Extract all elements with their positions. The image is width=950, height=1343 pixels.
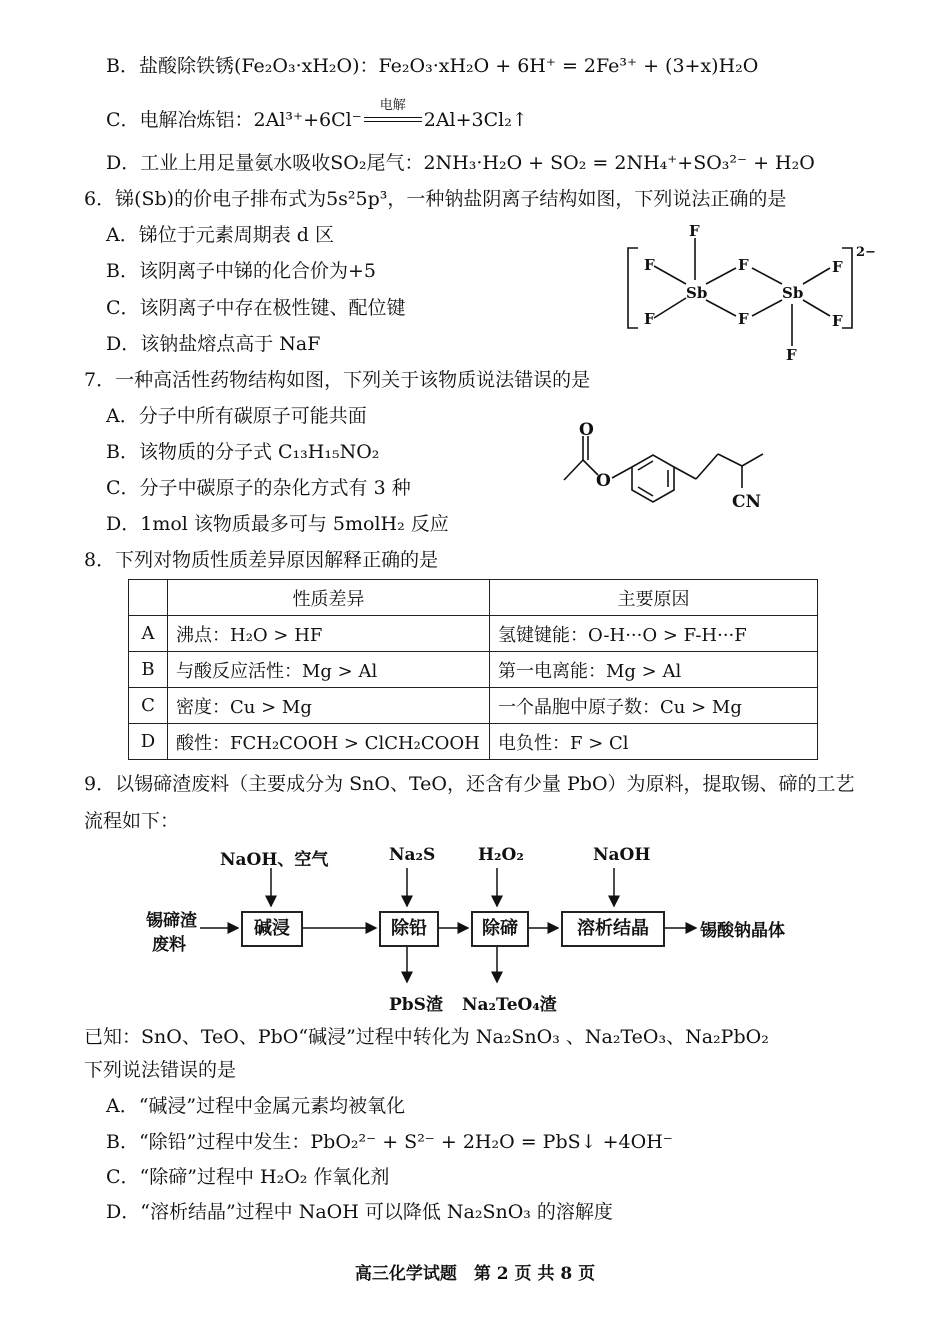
q5-option-d: D．工业上用足量氨水吸收SO₂尾气：2NH₃·H₂O + SO₂ = 2NH₄⁺+SO₃²⁻ + H₂O (106, 152, 815, 174)
q9-option-a: A．“碱浸”过程中金属元素均被氧化 (106, 1095, 406, 1117)
table-cell: 与酸反应活性：Mg > Al (168, 652, 490, 688)
q9-option-b: B．“除铅”过程中发生：PbO₂²⁻ + S²⁻ + 2H₂O = PbS↓ +4OH⁻ (106, 1131, 673, 1153)
table-cell: B (129, 652, 168, 688)
q6-option-b: B．该阴离子中锑的化合价为+5 (106, 260, 376, 282)
flow-step-remove-tellurium: 除碲 (471, 911, 529, 947)
flow-step-remove-lead: 除铅 (379, 911, 439, 947)
flow-product: 锡酸钠晶体 (700, 921, 785, 941)
f-label: F (644, 310, 655, 328)
flow-reagent-4: NaOH (593, 845, 651, 865)
q9-option-d: D．“溶析结晶”过程中 NaOH 可以降低 Na₂SnO₃ 的溶解度 (106, 1201, 613, 1223)
flow-residue-1: PbS渣 (389, 995, 443, 1015)
table-cell: 第一电离能：Mg > Al (490, 652, 818, 688)
q5-option-c-right: 2Al+3Cl₂↑ (423, 109, 528, 131)
q9-option-c: C．“除碲”过程中 H₂O₂ 作氧化剂 (106, 1166, 390, 1188)
flow-input-line1: 锡碲渣 (146, 911, 197, 931)
q6-stem: 6．锑(Sb)的价电子排布式为5s²5p³，一种钠盐阴离子结构如图，下列说法正确的是 (84, 188, 787, 210)
q6-option-d: D．该钠盐熔点高于 NaF (106, 333, 321, 355)
q7-option-c: C．分子中碳原子的杂化方式有 3 种 (106, 477, 411, 499)
table-cell: 密度：Cu > Mg (168, 688, 490, 724)
o-label: O (596, 471, 611, 491)
q5-option-c-left: C．电解冶炼铝：2Al³⁺+6Cl⁻ (106, 109, 362, 131)
table-cell: A (129, 616, 168, 652)
q6-option-c: C．该阴离子中存在极性键、配位键 (106, 297, 406, 319)
q7-option-a: A．分子中所有碳原子可能共面 (106, 405, 367, 427)
f-label: F (832, 258, 843, 276)
table-header-cell: 性质差异 (168, 580, 490, 616)
table-cell: D (129, 724, 168, 760)
sb-label: Sb (686, 284, 708, 302)
f-label: F (644, 256, 655, 274)
page-footer: 高三化学试题 第 2 页 共 8 页 (354, 1264, 596, 1284)
q5-option-b: B．盐酸除铁锈(Fe₂O₃·xH₂O)：Fe₂O₃·xH₂O + 6H⁺ = 2Fe³⁺ + (3+x)H₂O (106, 55, 759, 77)
flow-step-alkali-leach: 碱浸 (241, 911, 303, 947)
q8-stem: 8．下列对物质性质差异原因解释正确的是 (84, 549, 439, 571)
q9-known: 已知：SnO、TeO、PbO“碱浸”过程中转化为 Na₂SnO₃ 、Na₂TeO₃、Na₂PbO₂ (84, 1026, 769, 1048)
q7-stem: 7．一种高活性药物结构如图，下列关于该物质说法错误的是 (84, 369, 591, 391)
f-label: F (738, 256, 749, 274)
flow-reagent-3: H₂O₂ (478, 845, 524, 865)
table-header-cell: 主要原因 (490, 580, 818, 616)
q9-stem-line2: 流程如下： (84, 810, 180, 832)
flow-reagent-1: NaOH、空气 (220, 850, 329, 870)
q9-stem-line1: 9．以锡碲渣废料（主要成分为 SnO、TeO，还含有少量 PbO）为原料，提取锡、碲的工艺 (84, 773, 855, 795)
charge-label: 2− (856, 245, 876, 260)
f-label: F (689, 222, 700, 240)
flow-reagent-2: Na₂S (389, 845, 436, 865)
q9-ask: 下列说法错误的是 (84, 1059, 237, 1081)
table-cell: 一个晶胞中原子数：Cu > Mg (490, 688, 818, 724)
table-cell: 电负性：F > Cl (490, 724, 818, 760)
o-label: O (579, 420, 594, 440)
q6-option-a: A．锑位于元素周期表 d 区 (106, 224, 334, 246)
electrolysis-condition: 电解 (379, 98, 406, 113)
cn-label: CN (732, 492, 762, 512)
sb-label: Sb (782, 284, 804, 302)
flow-step-crystallization: 溶析结晶 (561, 911, 665, 947)
table-cell: 氢键键能：O-H···O > F-H···F (490, 616, 818, 652)
flow-residue-2: Na₂TeO₄渣 (462, 995, 557, 1015)
table-cell: 沸点：H₂O > HF (168, 616, 490, 652)
table-cell: 酸性：FCH₂COOH > ClCH₂COOH (168, 724, 490, 760)
flow-input-line2: 废料 (152, 935, 186, 955)
q7-option-d: D．1mol 该物质最多可与 5molH₂ 反应 (106, 513, 449, 535)
table-cell: C (129, 688, 168, 724)
f-label: F (786, 346, 797, 364)
f-label: F (738, 310, 749, 328)
q7-option-b: B．该物质的分子式 C₁₃H₁₅NO₂ (106, 441, 380, 463)
f-label: F (832, 312, 843, 330)
